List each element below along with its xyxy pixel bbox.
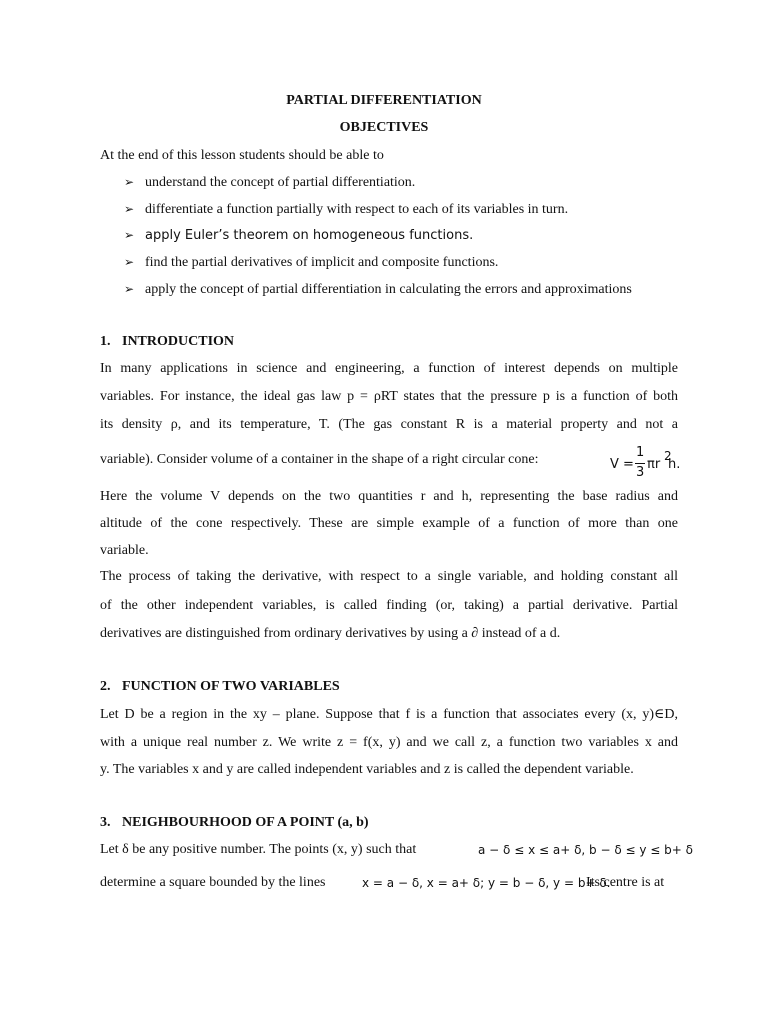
inequality-expression: a − δ ≤ x ≤ a+ δ, b − δ ≤ y ≤ b+ δ xyxy=(478,843,693,857)
paragraph-line: variable. xyxy=(100,543,149,558)
section-heading-neighbourhood: 3. NEIGHBOURHOOD OF A POINT (a, b) xyxy=(100,815,369,830)
paragraph-line: Let δ be any positive number. The points (x, y) such that a − δ ≤ x ≤ a+ δ, b − δ ≤ y ≤ b+ δ xyxy=(100,840,678,860)
document-title: PARTIAL DIFFERENTIATION xyxy=(286,93,482,108)
arrow-bullet-icon: ➢ xyxy=(124,255,135,269)
arrow-bullet-icon: ➢ xyxy=(124,202,135,216)
objective-item: ➢ understand the concept of partial differentiation. xyxy=(124,172,415,193)
arrow-bullet-icon: ➢ xyxy=(124,175,135,189)
boundary-lines-expression: x = a − δ, x = a+ δ; y = b − δ, y = b+ δ. xyxy=(362,876,611,890)
fraction-bar xyxy=(635,463,645,464)
arrow-bullet-icon: ➢ xyxy=(124,228,135,242)
paragraph-line: Here the volume V depends on the two quantities r and h, representing the base radius and xyxy=(100,489,678,504)
paragraph-line: altitude of the cone respectively. These are simple example of a function of more than one xyxy=(100,516,678,531)
paragraph-line: The process of taking the derivative, with respect to a single variable, and holding constant all xyxy=(100,569,678,584)
paragraph-line: of the other independent variables, is called finding (or, taking) a partial derivative. Partial xyxy=(100,598,678,613)
objective-item: ➢ apply the concept of partial differentiation in calculating the errors and approximations xyxy=(124,279,632,300)
section-heading-function-two-variables: 2. FUNCTION OF TWO VARIABLES xyxy=(100,679,340,694)
paragraph-line: with a unique real number z. We write z = f(x, y) and we call z, a function two variables x and xyxy=(100,735,678,750)
paragraph-line: In many applications in science and engineering, a function of interest depends on multiple xyxy=(100,361,678,376)
objective-item: ➢ find the partial derivatives of implicit and composite functions. xyxy=(124,252,498,273)
objective-item: ➢ apply Euler’s theorem on homogeneous functions. xyxy=(124,225,473,246)
objective-item: ➢ differentiate a function partially with respect to each of its variables in turn. xyxy=(124,199,568,220)
paragraph-line: determine a square bounded by the lines x = a − δ, x = a+ δ; y = b − δ, y = b+ δ. Its centre is at xyxy=(100,873,678,893)
paragraph-line: derivatives are distinguished from ordinary derivatives by using a ∂ instead of a d. xyxy=(100,626,561,641)
paragraph-line: variables. For instance, the ideal gas law p = ρRT states that the pressure p is a function of both xyxy=(100,389,678,404)
paragraph-line: y. The variables x and y are called independent variables and z is called the dependent variable. xyxy=(100,762,634,777)
section-heading-introduction: 1. INTRODUCTION xyxy=(100,334,235,349)
arrow-bullet-icon: ➢ xyxy=(124,282,135,296)
cone-volume-formula: V = 1 3 πr 2 h. xyxy=(610,445,681,480)
objectives-intro: At the end of this lesson students should be able to xyxy=(100,148,384,163)
paragraph-line: variable). Consider volume of a container in the shape of a right circular cone: xyxy=(100,452,539,467)
paragraph-line: Let D be a region in the xy – plane. Suppose that f is a function that associates every (x, y)∈D, xyxy=(100,707,678,722)
paragraph-line: its density ρ, and its temperature, T. (The gas constant R is a material property and not a xyxy=(100,417,678,432)
objectives-heading: OBJECTIVES xyxy=(339,120,429,135)
